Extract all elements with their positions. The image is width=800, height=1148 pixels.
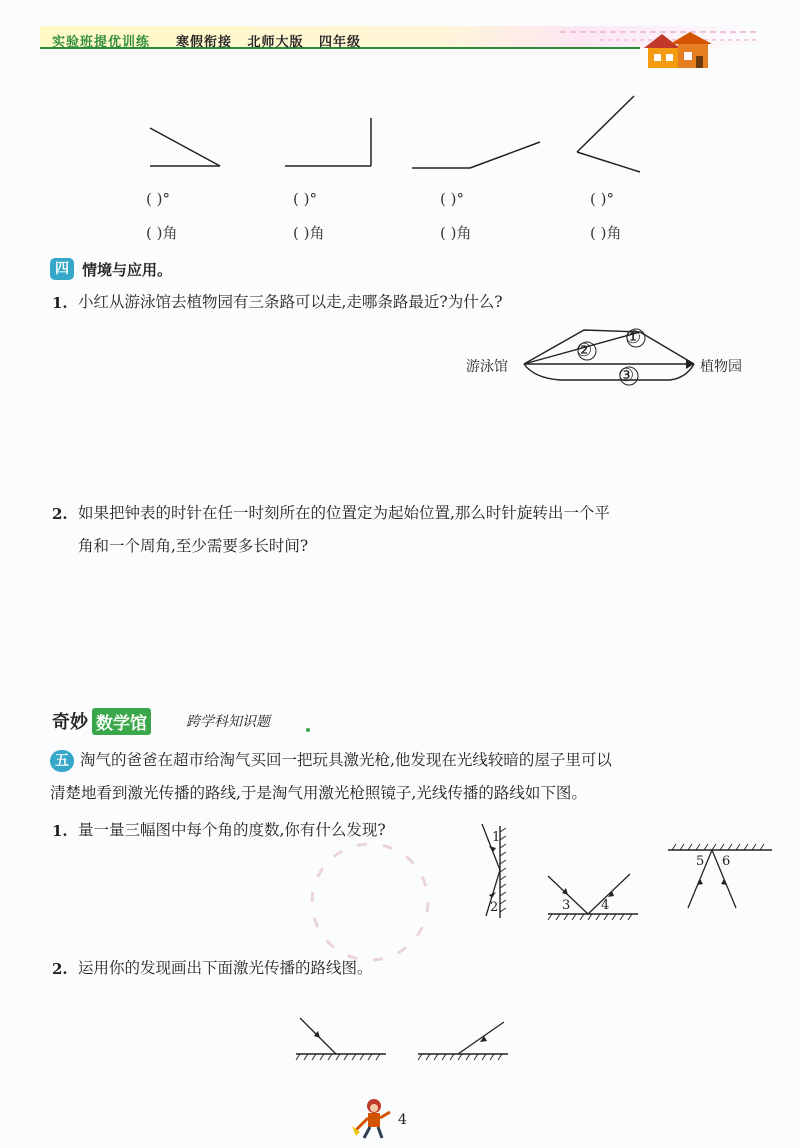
route-1	[524, 330, 694, 364]
s5-intro-line1: 淘气的爸爸在超市给淘气买回一把玩具激光枪,他发现在光线较暗的屋子里可以	[80, 751, 612, 769]
blank-type-a[interactable]: ( )角	[146, 224, 178, 242]
blank-type-d[interactable]: ( )角	[590, 224, 622, 242]
angle-label-1: 1	[492, 830, 501, 845]
blank-degree-a[interactable]: ( )°	[146, 190, 170, 208]
section-4-title: 情境与应用。	[82, 261, 173, 279]
s5-intro-line2: 清楚地看到激光传播的路线,于是淘气用激光枪照镜子,光线传播的路线如下图。	[50, 784, 587, 802]
s4-q1-number: 1.	[52, 294, 68, 312]
s5-q2-number: 2.	[52, 960, 68, 978]
blank-type-b[interactable]: ( )角	[293, 224, 325, 242]
route-label-1: ①	[625, 327, 642, 348]
section-5-badge: 五	[50, 750, 74, 772]
banner-dot	[306, 728, 310, 732]
angle-a-ray2	[150, 128, 220, 166]
s4-q2-number: 2.	[52, 505, 68, 523]
route-label-2: ②	[576, 340, 593, 361]
s5-q1-text: 量一量三幅图中每个角的度数,你有什么发现?	[78, 821, 386, 839]
angle-c-ray2	[470, 142, 540, 168]
s4-q2-line2: 角和一个周角,至少需要多长时间?	[78, 537, 309, 555]
s5-q2-text: 运用你的发现画出下面激光传播的路线图。	[78, 959, 373, 977]
angle-label-5: 5	[696, 854, 705, 869]
section-4-badge: 四	[50, 258, 74, 280]
blank-degree-c[interactable]: ( )°	[440, 190, 464, 208]
angle-d-ray2	[577, 152, 640, 172]
route-3	[524, 364, 694, 380]
route-label-3: ③	[618, 365, 635, 386]
s4-q1-text: 小红从游泳馆去植物园有三条路可以走,走哪条路最近?为什么?	[78, 293, 503, 311]
mirror-diagrams	[476, 818, 776, 922]
s5-q1-number: 1.	[52, 822, 68, 840]
angle-label-4: 4	[601, 898, 610, 913]
task-mirror-diagrams	[290, 1010, 514, 1066]
banner-box: 数学馆	[92, 708, 151, 735]
stamp-watermark	[300, 832, 440, 972]
angle-label-2: 2	[490, 900, 499, 915]
route-start-label: 游泳馆	[466, 359, 508, 375]
page-number: 4	[398, 1112, 407, 1128]
mascot-icon	[350, 1096, 394, 1140]
blank-type-c[interactable]: ( )角	[440, 224, 472, 242]
angle-figures	[140, 90, 660, 180]
series-title: 实验班提优训练	[52, 35, 151, 50]
banner-subtitle: 跨学科知识题	[186, 714, 270, 730]
book-meta: 寒假衔接 北师大版 四年级	[176, 35, 362, 50]
banner-qimiao: 奇妙	[52, 712, 88, 733]
angle-label-3: 3	[562, 898, 571, 913]
angle-label-6: 6	[722, 854, 731, 869]
blank-degree-d[interactable]: ( )°	[590, 190, 614, 208]
house-icon	[640, 30, 716, 70]
route-end-label: 植物园	[700, 359, 742, 375]
angle-d-ray1	[577, 96, 634, 152]
s4-q2-line1: 如果把钟表的时针在任一时刻所在的位置定为起始位置,那么时针旋转出一个平	[78, 504, 610, 522]
blank-degree-b[interactable]: ( )°	[293, 190, 317, 208]
route-diagram	[520, 322, 700, 398]
